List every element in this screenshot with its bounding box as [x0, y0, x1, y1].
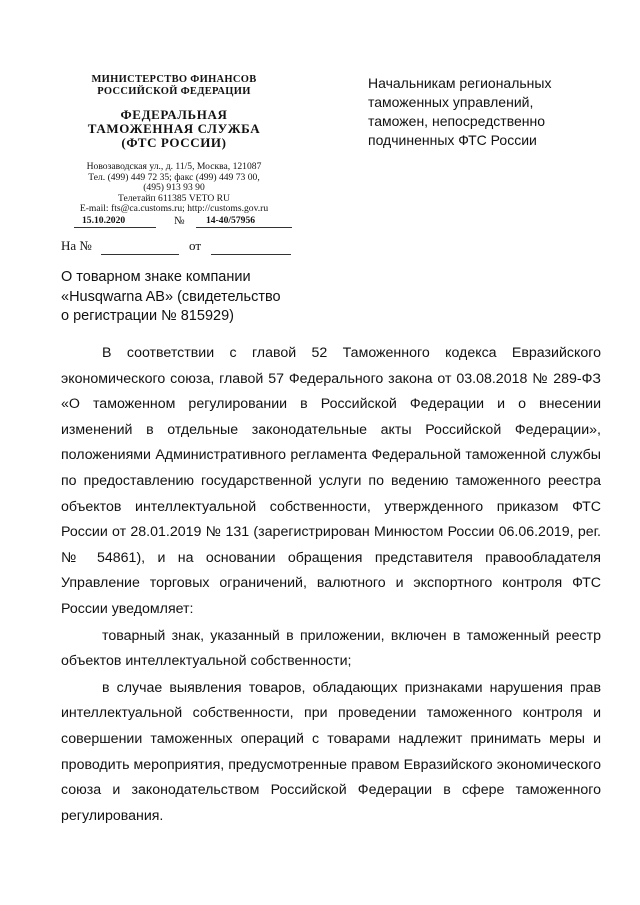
- address: Новозаводская ул., д. 11/5, Москва, 121087: [86, 161, 262, 172]
- addressee: Начальникам региональных таможенных управлений, таможен, непосредственно подчиненных ФТС России: [368, 75, 552, 148]
- contact-block: [56, 162, 292, 215]
- reference-date-label: от: [189, 238, 202, 253]
- reference-number-field: [101, 254, 179, 255]
- teletype: Телетайп 611385 VETO RU: [118, 192, 230, 204]
- subject: О товарном знаке компании «Husqwarna AB» (свидетельство о регистрации № 815929): [61, 269, 281, 324]
- reference-date-field: [211, 254, 291, 255]
- registration-row: [56, 210, 292, 228]
- ministry-name: МИНИСТЕРСТВО ФИНАНСОВ РОССИЙСКОЙ ФЕДЕРАЦИИ: [91, 74, 257, 97]
- reference-number-label: На №: [61, 238, 92, 253]
- service-name: ФЕДЕРАЛЬНАЯ ТАМОЖЕННАЯ СЛУЖБА (ФТС РОССИИ): [87, 107, 261, 150]
- reference-row: [61, 238, 301, 256]
- body-paragraph: товарный знак, указанный в приложении, включен в таможенный реестр объектов интеллектуальной собственности;: [61, 627, 601, 670]
- phone: Тел. (499) 449 72 35; факс (499) 449 73 00,: [88, 171, 260, 183]
- body-paragraph: в случае выявления товаров, обладающих признаками нарушения прав интеллектуальной собственности, при проведении таможенного контроля и совершении таможенных операций с товарами надлежит принимать меры и проводить мероприятия, предусмотренные правом Евразийского экономического союза и законодательством Российской Федерации в сфере таможенного регулирования.: [61, 679, 601, 824]
- number-label: №: [174, 215, 185, 227]
- letter-body: [61, 341, 601, 829]
- phone-extra: (495) 913 93 90: [143, 182, 205, 194]
- registration-number: 14-40/57956: [206, 215, 256, 226]
- letterhead: [56, 74, 292, 227]
- body-paragraph: В соответствии с главой 52 Таможенного кодекса Евразийского экономического союза, главой 57 Федерального закона от 03.08.2018 № 289-ФЗ «О таможенном регулировании в Российской Федерации и о внесении изменений в отдельные законодательные акты Российской Федерации», положениями Административного регламента Федеральной таможенной службы по предоставлению государственной услуги по ведению таможенного реестра объектов интеллектуальной собственности, утвержденного приказом ФТС России от 28.01.2019 № 131 (зарегистрирован Минюстом России 06.06.2019, рег. № 54861), и на основании обращения представителя правообладателя Управление торговых ограничений, валютного и экспортного контроля ФТС России уведомляет:: [61, 345, 601, 617]
- registration-date: 15.10.2020: [82, 215, 126, 226]
- email-website: E-mail: fts@ca.customs.ru; http://customs.gov.ru: [79, 203, 269, 215]
